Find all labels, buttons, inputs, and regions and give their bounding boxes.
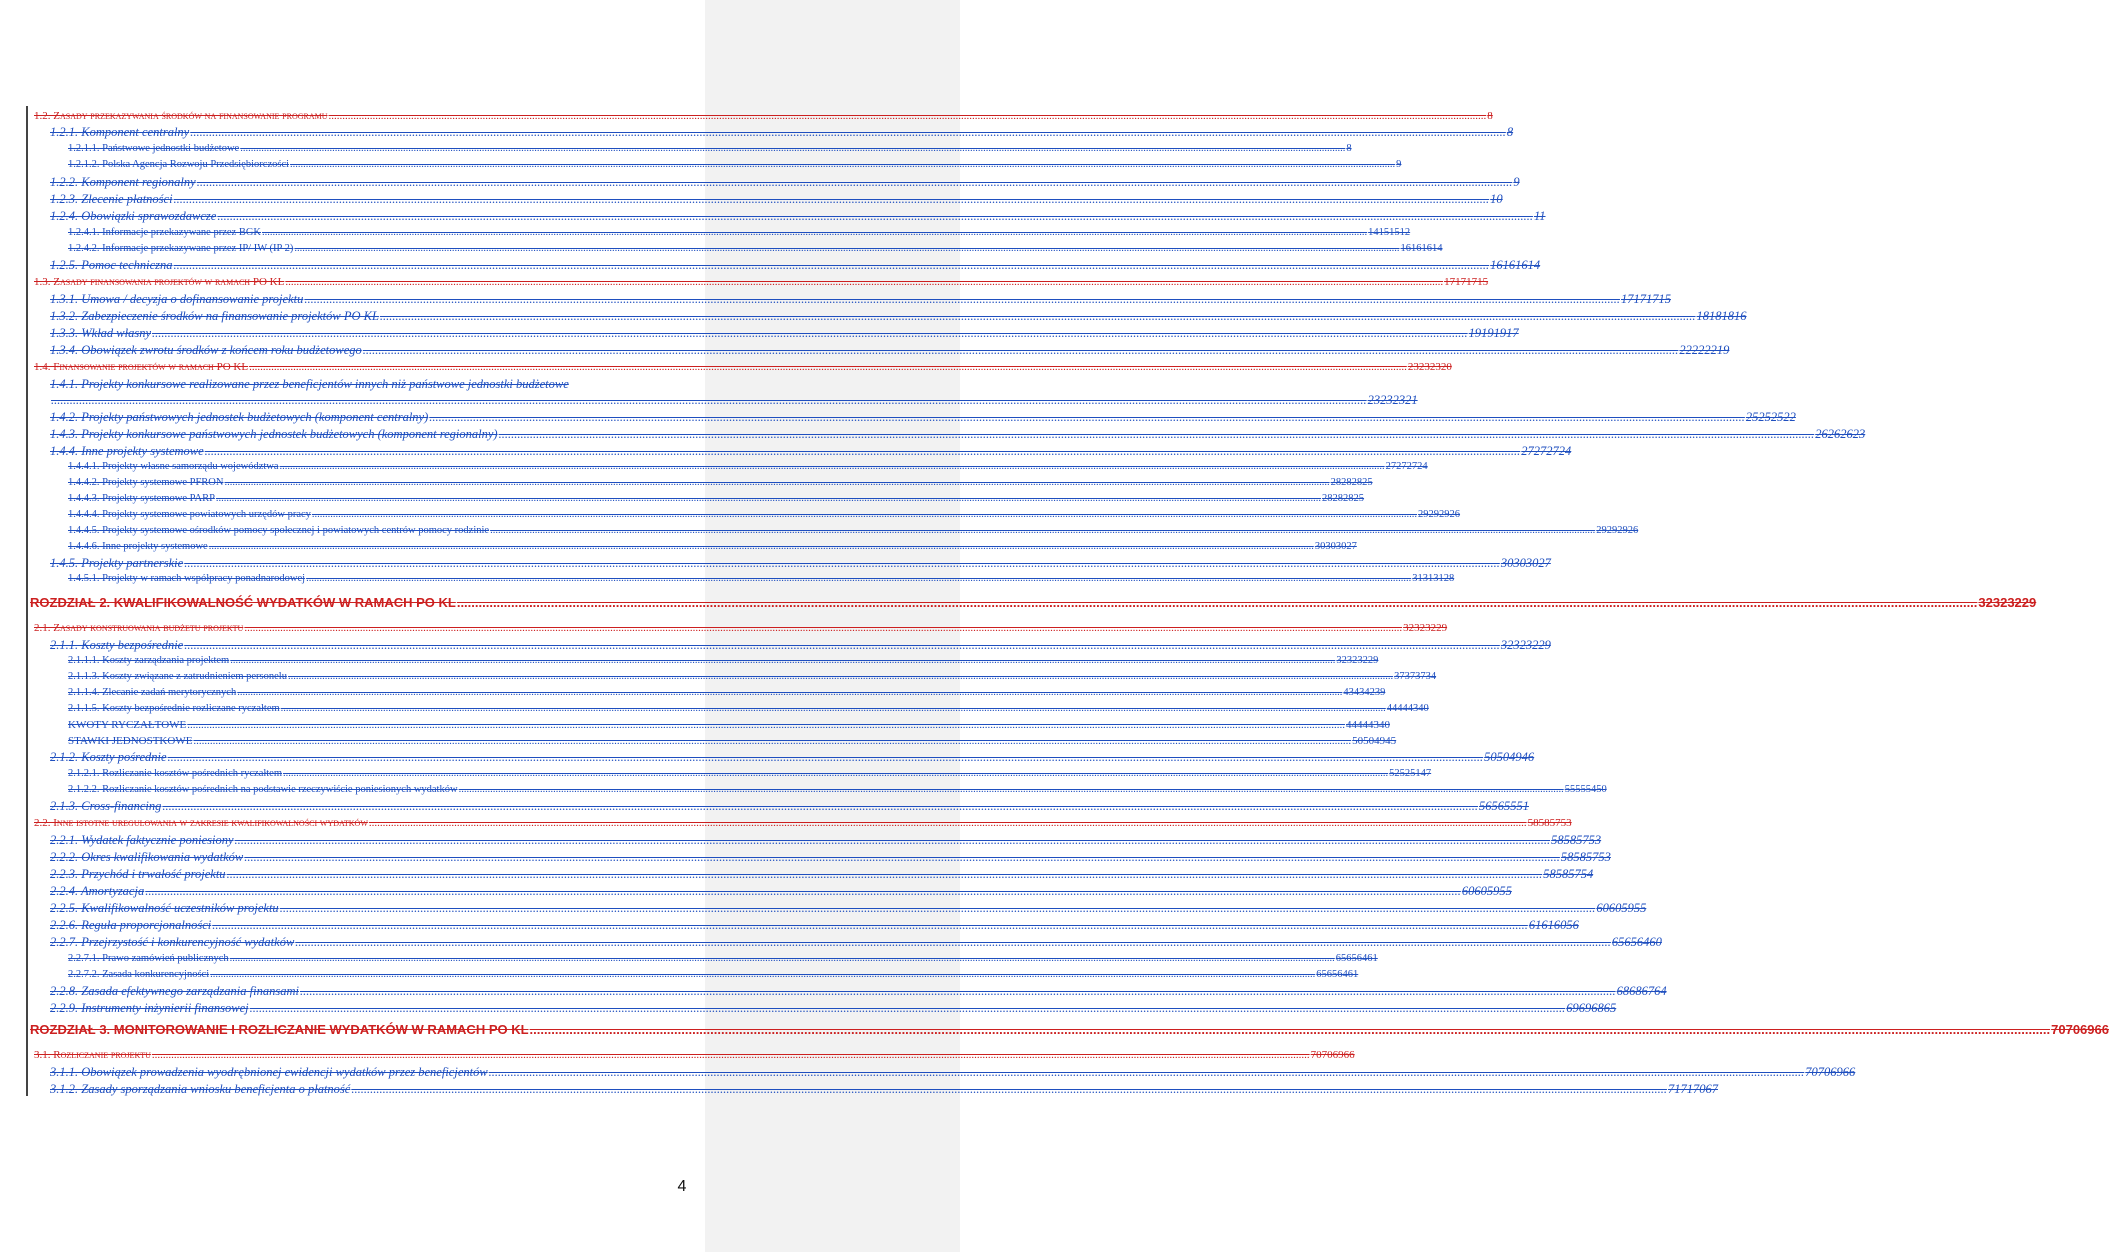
toc-entry-page: 44444340 (1345, 719, 1390, 731)
toc-entry-label: 2.1. Zasady konstruowania budżetu projektu (34, 622, 244, 634)
toc-entry[interactable] (50, 917, 1579, 933)
toc-entry-page: 23232320 (1407, 361, 1452, 373)
toc-entry[interactable] (50, 392, 1418, 408)
toc-entry-label: 1.4.4.5. Projekty systemowe ośrodków pomocy społecznej i powiatowych centrów pomocy rodzinie (68, 525, 490, 536)
toc-entry[interactable] (50, 308, 1747, 324)
toc-entry[interactable] (68, 459, 1428, 475)
toc-entry[interactable] (68, 539, 1357, 555)
toc-entry-label: 2.2.7. Przejrzystość i konkurencyjność wydatków (50, 935, 295, 949)
toc-entry-page: 55555450 (1564, 784, 1607, 795)
toc-entry-label: 1.4.4.6. Inne projekty systemowe (68, 541, 208, 552)
toc-entry-page: 11 (1533, 209, 1546, 223)
toc-entry-label: 2.2.9. Instrumenty inżynierii finansowej (50, 1001, 249, 1015)
toc-entry-label: 3.1. Rozliczanie projektu (34, 1049, 151, 1061)
toc-entry[interactable] (50, 409, 1796, 425)
toc-entry-page: 44444340 (1386, 703, 1429, 714)
toc-entry[interactable] (50, 443, 1572, 459)
toc-entry-label: 3.1.1. Obowiązek prowadzenia wyodrębnionej ewidencji wydatków przez beneficjentów (50, 1065, 488, 1079)
toc-entry-label: 1.4.4.1. Projekty własne samorządu województwa (68, 461, 279, 472)
toc-entry-page: 70706966 (1310, 1049, 1355, 1061)
toc-entry-label: 2.1.1.5. Koszty bezpośrednie rozliczane ryczałtem (68, 703, 280, 714)
toc-entry-page: 17171715 (1620, 292, 1671, 306)
toc-entry-page: 10 (1490, 192, 1503, 206)
toc-entry-page: 16161614 (1400, 243, 1443, 254)
toc-entry[interactable] (50, 426, 1866, 442)
toc-entry-label: 2.1.1.3. Koszty związane z zatrudnieniem personelu (68, 671, 287, 682)
toc-entry-label: 1.4. Finansowanie projektów w ramach PO KL (34, 361, 249, 373)
toc-entry-label: 1.3. Zasady finansowania projektów w ramach PO KL (34, 276, 285, 288)
toc-entry-label: KWOTY RYCZAŁTOWE (68, 719, 187, 731)
toc-entry-page: 19191917 (1468, 326, 1519, 340)
toc-entry-page: 71717067 (1667, 1082, 1718, 1096)
toc-entry-page: 32323229 (1978, 595, 2037, 610)
toc-entry[interactable] (34, 620, 1448, 636)
toc-entry[interactable] (50, 555, 1551, 571)
toc-entry[interactable] (68, 717, 1390, 733)
toc-entry-label: 2.2. Inne istotne uregulowania w zakresie kwalifikowalności wydatków (34, 817, 368, 829)
toc-entry-page: 56565551 (1478, 799, 1529, 813)
toc-entry[interactable] (50, 174, 1520, 190)
toc-entry-label: 2.1.2.2. Rozliczanie kosztów pośrednich na podstawie rzeczywiście poniesionych wydatków (68, 784, 458, 795)
toc-entry-label: 1.4.4.4. Projekty systemowe powiatowych urzędów pracy (68, 509, 311, 520)
toc-entry-page: 23232321 (1367, 393, 1418, 407)
toc-entry-label: 1.2.3. Zlecenie płatności (50, 192, 173, 206)
toc-entry-page: 17171715 (1444, 276, 1489, 288)
toc-entry[interactable] (50, 257, 1541, 273)
toc-entry[interactable] (50, 934, 1662, 950)
toc-entry[interactable] (50, 832, 1602, 848)
toc-entry[interactable] (68, 475, 1373, 491)
toc-entry-label: 1.2. Zasady przekazywania środków na finansowanie programu (34, 110, 328, 122)
toc-entry-page: 9 (1396, 159, 1402, 170)
toc-entry-page: 43434239 (1343, 687, 1386, 698)
toc-entry-label: STAWKI JEDNOSTKOWE (68, 735, 193, 747)
toc-entry[interactable] (68, 507, 1461, 523)
toc-entry-label: 2.2.2. Okres kwalifikowania wydatków (50, 850, 244, 864)
toc-entry-page: 58585753 (1551, 833, 1602, 847)
toc-entry-page: 61616056 (1528, 918, 1579, 932)
toc-entry-label: 2.1.1.1. Koszty zarządzania projektem (68, 655, 230, 666)
toc-entry[interactable] (68, 491, 1365, 507)
toc-entry-page: 18181816 (1696, 309, 1747, 323)
toc-entry-page: 30303027 (1500, 556, 1551, 570)
toc-entry[interactable] (68, 951, 1378, 967)
toc-entry-label: 1.4.4.3. Projekty systemowe PARP (68, 493, 215, 504)
toc-entry-page: 70706966 (1805, 1065, 1856, 1079)
toc-entry-label: 1.2.2. Komponent regionalny (50, 175, 196, 189)
toc-entry-page: 29292926 (1418, 509, 1461, 520)
toc-entry[interactable] (50, 1081, 1718, 1097)
toc-entry[interactable] (68, 701, 1429, 717)
toc-entry-page: 28282825 (1330, 477, 1373, 488)
toc-entry[interactable] (34, 1047, 1355, 1063)
toc-entry-label: ROZDZIAŁ 2. KWALIFIKOWALNOŚĆ WYDATKÓW W RAMACH PO KL (30, 595, 456, 610)
toc-entry-page: 58585754 (1543, 867, 1594, 881)
toc-entry-page: 32323229 (1403, 622, 1448, 634)
toc-entry-page: 50504946 (1484, 750, 1535, 764)
toc-entry-label: ROZDZIAŁ 3. MONITOROWANIE I ROZLICZANIE WYDATKÓW W RAMACH PO KL (30, 1022, 529, 1037)
toc-entry-label: 1.4.4. Inne projekty systemowe (50, 444, 204, 458)
toc-entry-label: 1.3.4. Obowiązek zwrotu środków z końcem roku budżetowego (50, 343, 362, 357)
toc-entry-page: 60605955 (1596, 901, 1647, 915)
toc-entry-label: 1.3.2. Zabezpieczenie środków na finansowanie projektów PO KL (50, 309, 379, 323)
toc-entry-page: 37373734 (1394, 671, 1437, 682)
toc-entry-page: 29292926 (1596, 525, 1639, 536)
toc-entry[interactable] (50, 1064, 1856, 1080)
toc-entry[interactable] (50, 749, 1535, 765)
toc-entry[interactable] (34, 815, 1572, 831)
toc-entry[interactable] (68, 967, 1359, 983)
toc-entry[interactable] (50, 637, 1551, 653)
toc-entry[interactable] (34, 108, 1493, 124)
toc-entry-label: 1.2.4.1. Informacje przekazywane przez BGK (68, 227, 261, 238)
toc-entry-page: 58585753 (1527, 817, 1572, 829)
toc-entry-page: 69696865 (1566, 1001, 1617, 1015)
toc-entry[interactable] (68, 766, 1432, 782)
toc-entry-label: 1.4.4.2. Projekty systemowe PFRON (68, 477, 224, 488)
toc-entry-label: 2.1.1. Koszty bezpośrednie (50, 638, 184, 652)
toc-entry[interactable] (68, 241, 1443, 257)
toc-chapter-heading[interactable] (30, 1021, 2109, 1039)
toc-entry-page: 25252522 (1745, 410, 1796, 424)
toc-entry[interactable] (50, 376, 685, 392)
toc-entry-page: 14151512 (1368, 227, 1411, 238)
toc-entry-label: 2.1.2.1. Rozliczanie kosztów pośrednich ryczałtem (68, 768, 283, 779)
toc-entry[interactable] (68, 225, 1411, 241)
toc-entry-page: 68686764 (1616, 984, 1667, 998)
toc-entry-page: 58585753 (1560, 850, 1611, 864)
toc-entry-label: 2.1.3. Cross-financing (50, 799, 162, 813)
toc-entry-label: 1.2.1.1. Państwowe jednostki budżetowe (68, 143, 240, 154)
toc-entry-label: 1.4.3. Projekty konkursowe państwowych jednostek budżetowych (komponent regionalny) (50, 427, 498, 441)
toc-entry-page: 65656461 (1335, 953, 1378, 964)
toc-entry-label: 2.2.6. Reguła proporcjonalności (50, 918, 212, 932)
toc-entry[interactable] (68, 653, 1379, 669)
toc-entry[interactable] (50, 900, 1647, 916)
toc-entry-page: 27272724 (1521, 444, 1572, 458)
toc-entry-label: 2.2.3. Przychód i trwałość projektu (50, 867, 226, 881)
toc-entry[interactable] (68, 571, 1455, 587)
toc-entry-label: 2.2.7.1. Prawo zamówień publicznych (68, 953, 229, 964)
page-number: 4 (677, 1178, 687, 1195)
toc-entry-label: 2.2.5. Kwalifikowalność uczestników projektu (50, 901, 279, 915)
toc-entry-label: 2.1.1.4. Zlecanie zadań merytorycznych (68, 687, 237, 698)
toc-entry[interactable] (50, 883, 1512, 899)
toc-entry-page: 65656460 (1611, 935, 1662, 949)
toc-entry-page: 65656461 (1316, 969, 1359, 980)
toc-entry[interactable] (68, 669, 1437, 685)
toc-entry-page: 70706966 (2051, 1022, 2109, 1037)
toc-entry[interactable] (50, 849, 1611, 865)
toc-entry-label: 1.4.2. Projekty państwowych jednostek budżetowych (komponent centralny) (50, 410, 429, 424)
toc-entry-label: 1.2.5. Pomoc techniczna (50, 258, 173, 272)
toc-entry-page: 22222219 (1679, 343, 1730, 357)
toc-entry-page: 8 (1487, 110, 1493, 122)
toc-entry[interactable] (50, 325, 1519, 341)
toc-entry-label: 2.2.7.2. Zasada konkurencyjności (68, 969, 210, 980)
toc-entry-label: 1.2.4. Obowiązki sprawozdawcze (50, 209, 217, 223)
toc-entry-label: 1.4.1. Projekty konkursowe realizowane przez beneficjentów innych niż państwowe jednostki budżetowe (50, 377, 569, 391)
toc-entry[interactable] (50, 866, 1594, 882)
toc-entry-page: 26262623 (1815, 427, 1866, 441)
toc-entry[interactable] (50, 124, 1514, 140)
toc-entry-label: 1.4.5.1. Projekty w ramach współpracy ponadnarodowej (68, 573, 306, 584)
toc-entry[interactable] (50, 983, 1667, 999)
toc-entry[interactable] (34, 359, 1452, 375)
toc-entry[interactable] (34, 274, 1489, 290)
toc-entry-page: 30303027 (1314, 541, 1357, 552)
toc-entry-page: 16161614 (1490, 258, 1541, 272)
toc-entry-label: 1.4.5. Projekty partnerskie (50, 556, 184, 570)
toc-entry[interactable] (68, 733, 1397, 749)
toc-entry-label: 2.2.8. Zasada efektywnego zarządzania finansami (50, 984, 299, 998)
toc-entry[interactable] (50, 291, 1671, 307)
toc-entry-page: 32323229 (1500, 638, 1551, 652)
toc-entry-label: 1.3.3. Wkład własny (50, 326, 152, 340)
toc-entry-label: 1.2.1. Komponent centralny (50, 125, 190, 139)
toc-entry-page: 32323229 (1336, 655, 1379, 666)
toc-entry[interactable] (50, 191, 1503, 207)
toc-entry-page: 52525147 (1389, 768, 1432, 779)
toc-entry-page: 50504945 (1352, 735, 1397, 747)
toc-entry-page: 27272724 (1385, 461, 1428, 472)
toc-entry-label: 2.2.1. Wydatek faktycznie poniesiony (50, 833, 234, 847)
toc-entry-page: 8 (1346, 143, 1352, 154)
toc-entry[interactable] (50, 798, 1529, 814)
toc-entry[interactable] (68, 782, 1607, 798)
toc-entry-label: 3.1.2. Zasady sporządzania wniosku beneficjenta o płatność (50, 1082, 351, 1096)
toc-entry[interactable] (68, 685, 1386, 701)
toc-entry[interactable] (50, 342, 1730, 358)
toc-entry[interactable] (50, 208, 1546, 224)
toc-entry-label: 1.2.1.2. Polska Agencja Rozwoju Przedsiębiorczości (68, 159, 290, 170)
toc-entry[interactable] (68, 523, 1639, 539)
toc-entry-label: 1.2.4.2. Informacje przekazywane przez IP/ IW (IP 2) (68, 243, 294, 254)
toc-entry[interactable] (68, 141, 1352, 157)
toc-entry-page: 31313128 (1412, 573, 1455, 584)
toc-entry-page: 9 (1513, 175, 1520, 189)
toc-entry-page: 60605955 (1461, 884, 1512, 898)
toc-entry-label: 2.1.2. Koszty pośrednie (50, 750, 167, 764)
toc-entry-label: 1.3.1. Umowa / decyzja o dofinansowanie projektu (50, 292, 304, 306)
toc-entry-label: 2.2.4. Amortyzacja (50, 884, 145, 898)
toc-entry-page: 28282825 (1322, 493, 1365, 504)
toc-entry[interactable] (50, 1000, 1617, 1016)
toc-entry-page: 8 (1506, 125, 1514, 139)
toc-entry[interactable] (68, 157, 1402, 173)
toc-chapter-heading[interactable] (30, 594, 2037, 612)
